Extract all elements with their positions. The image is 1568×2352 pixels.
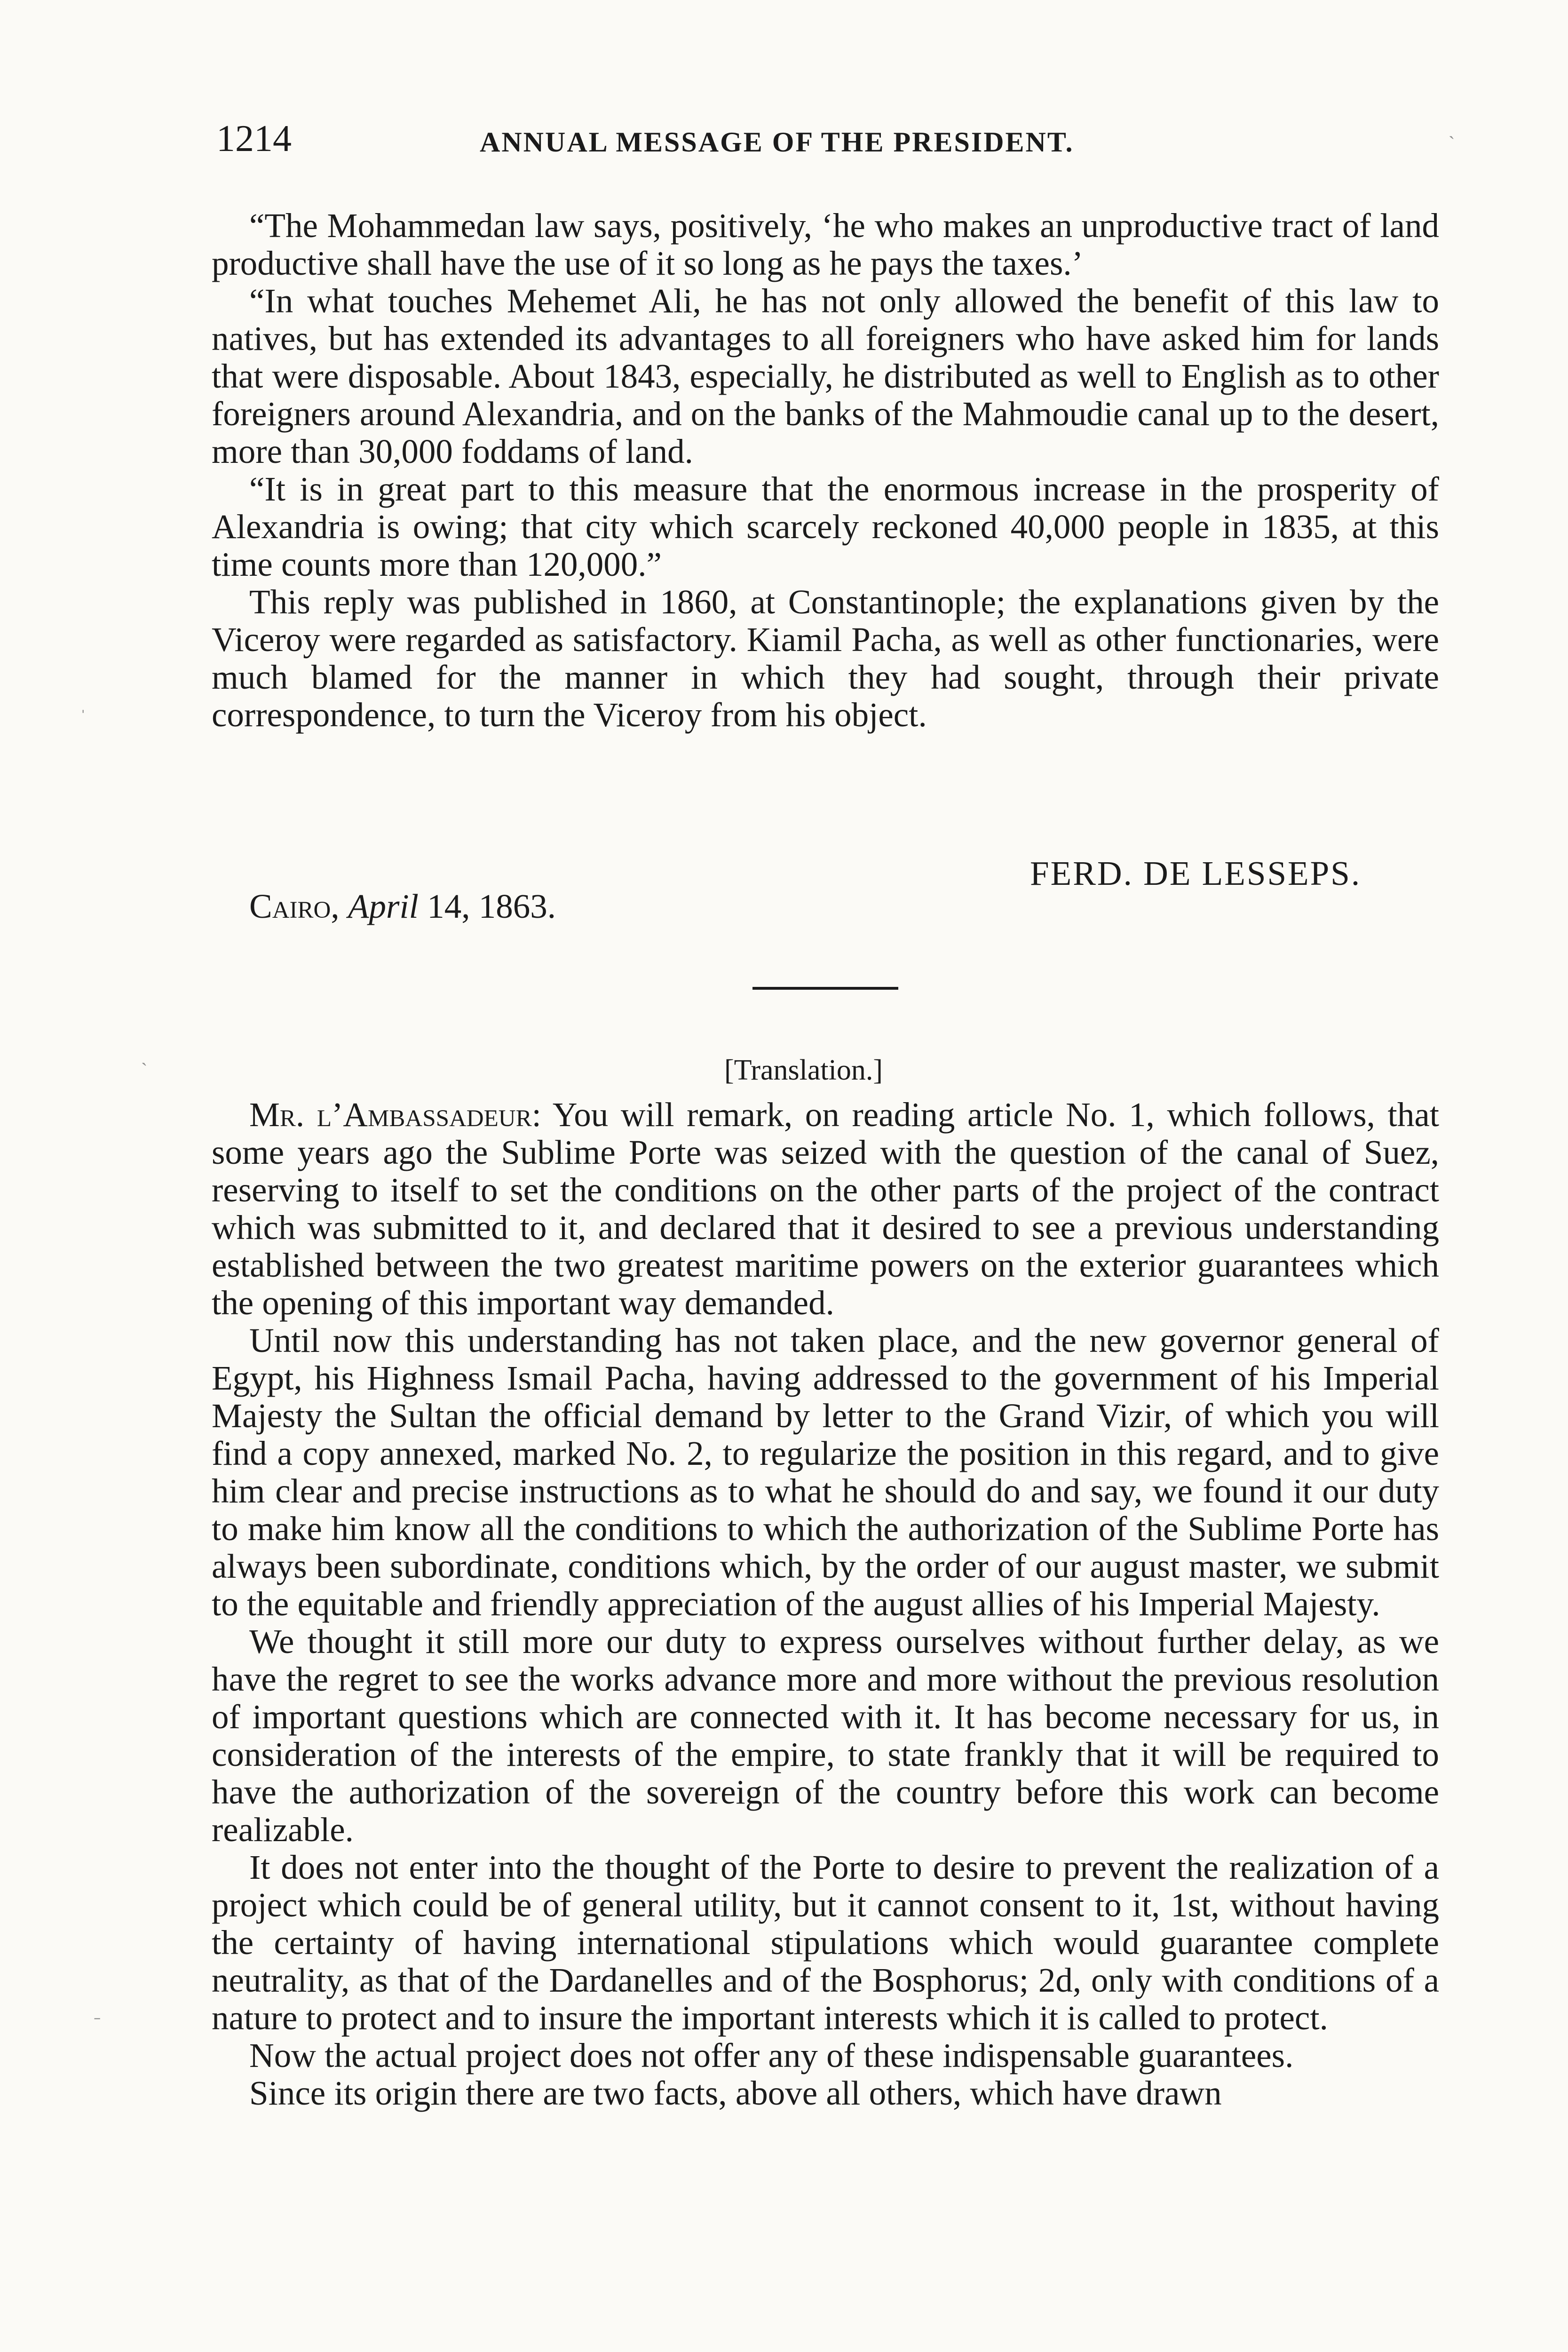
dateline-place: Cairo, bbox=[249, 887, 340, 925]
paragraph: “In what touches Mehemet Ali, he has not only allowed the benefit of this law to natives, but has extended its advantages to all foreigners who have asked him for lands that were disposable. About 1843, especially, he distributed as well to English as to other foreigners around Alexandria, and on the banks of the Mahmoudie canal up to the desert, more than 30,000 foddams of land. bbox=[212, 282, 1439, 470]
pencil-mark: ˈ bbox=[80, 706, 87, 727]
paragraph: This reply was published in 1860, at Constantinople; the explanations given by the Viceroy were regarded as satisfactory. Kiamil Pacha, as well as other functionaries, were much blamed for the manner in which they had sought, through their private correspondence, to turn the Viceroy from his object. bbox=[212, 583, 1439, 734]
paragraph: Now the actual project does not offer any of these indispensable guarantees. bbox=[249, 2036, 1294, 2074]
paragraph: It does not enter into the thought of the Porte to desire to prevent the realization of a project which could be of general utility, but it cannot consent to it, 1st, without having the certainty of having international stipulations which would guarantee complete neutrality, as that of the Dardanelles and of the Bosphorus; 2d, only with conditions of a nature to protect and to insure the important interests which it is called to protect. bbox=[212, 1848, 1439, 2037]
paragraph bbox=[212, 1096, 1439, 1322]
dateline bbox=[249, 887, 556, 926]
page-header bbox=[216, 115, 1449, 167]
salutation: Mr. l’Ambassadeur: bbox=[249, 1096, 541, 1134]
paragraph: We thought it still more our duty to express ourselves without further delay, as we have the regret to see the works advance more and more without the previous resolution of important questions which are connected with it. It has become necessary for us, in consideration of the interests of the empire, to state frankly that it will be required to have the authorization of the sovereign of the country before this work can become realizable. bbox=[212, 1622, 1439, 1849]
translation-note: [Translation.] bbox=[724, 1054, 883, 1086]
dateline-day-year: 14, 1863. bbox=[427, 887, 556, 925]
paragraph: “The Mohammedan law says, positively, ‘he who makes an unproductive tract of land productive shall have the use of it so long as he pays the taxes.’ bbox=[212, 207, 1439, 282]
pencil-mark: ˍ bbox=[94, 2000, 101, 2021]
pencil-mark: ˏ bbox=[141, 1045, 148, 1066]
letter-one-body bbox=[212, 207, 1439, 734]
running-title: ANNUAL MESSAGE OF THE PRESIDENT. bbox=[480, 127, 1074, 158]
paragraph: Since its origin there are two facts, above all others, which have drawn bbox=[249, 2074, 1222, 2112]
letter-two-body bbox=[212, 1096, 1439, 2112]
dateline-month: April bbox=[348, 887, 419, 925]
paragraph-text: You will remark, on reading article No. 1, which follows, that some years ago the Sublime Porte was seized with the question of the canal of Suez, reserving to itself to set the conditions on the other parts of the project of the contract which was submitted to it, and declared that it desired to see a previous understanding established between the two greatest maritime powers on the exterior guarantees which the opening of this important way demanded. bbox=[212, 1096, 1439, 1322]
signature: FERD. DE LESSEPS. bbox=[1030, 854, 1362, 892]
paragraph: Until now this understanding has not taken place, and the new governor general of Egypt, his Highness Ismail Pacha, having addressed to the government of his Imperial Majesty the Sultan the official demand by letter to the Grand Vizir, of which you will find a copy annexed, marked No. 2, to regularize the position in this regard, and to give him clear and precise instructions as to what he should do and say, we found it our duty to make him know all the conditions to which the authorization of the Sublime Porte has always been subordinate, conditions which, by the order of our august master, we submit to the equitable and friendly appreciation of the august allies of his Imperial Majesty. bbox=[212, 1321, 1439, 1623]
pencil-mark: ˏ bbox=[1449, 118, 1455, 139]
paragraph: “It is in great part to this measure that the enormous increase in the prosperity of Alexandria is owing; that city which scarcely reckoned 40,000 people in 1835, at this time counts more than 120,000.” bbox=[212, 470, 1439, 583]
section-divider bbox=[752, 987, 898, 990]
page-number: 1214 bbox=[216, 118, 292, 159]
